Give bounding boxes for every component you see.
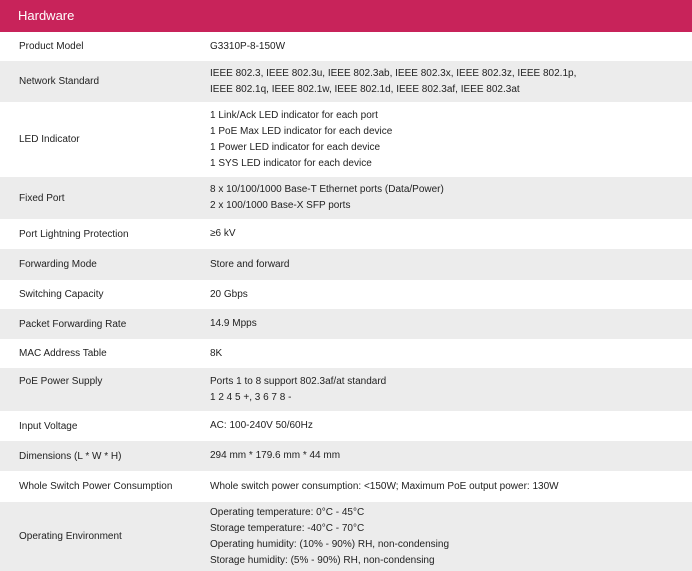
spec-row-poe-power-supply: [0, 368, 692, 411]
spec-value: [210, 257, 692, 273]
spec-value-line: IEEE 802.3, IEEE 802.3u, IEEE 802.3ab, IEEE 802.3x, IEEE 802.3z, IEEE 802.1p,: [210, 67, 577, 79]
spec-value-line: 1 2 4 5 +, 3 6 7 8 -: [210, 391, 292, 403]
spec-value-line: 294 mm * 179.6 mm * 44 mm: [210, 450, 341, 461]
spec-row-power-consumption: [0, 471, 692, 502]
spec-row-product-model: [0, 32, 692, 61]
spec-value-line: AC: 100-240V 50/60Hz: [210, 420, 313, 431]
spec-row-network-standard: [0, 61, 692, 102]
spec-label: Whole Switch Power Consumption: [19, 481, 173, 492]
spec-value: [210, 182, 692, 214]
spec-label: Dimensions (L * W * H): [19, 450, 122, 462]
spec-row-port-lightning-protection: [0, 219, 692, 249]
spec-value-line: 20 Gbps: [210, 288, 248, 300]
spec-label: Packet Forwarding Rate: [19, 318, 127, 330]
spec-label: Forwarding Mode: [19, 259, 97, 270]
spec-value-line: 1 PoE Max LED indicator for each device: [210, 125, 393, 137]
spec-value: [210, 287, 692, 303]
spec-value-line: 1 SYS LED indicator for each device: [210, 157, 372, 169]
spec-value-line: G3310P-8-150W: [210, 40, 286, 52]
spec-value: [210, 346, 692, 362]
spec-value: [210, 108, 692, 172]
spec-value-line: Operating temperature: 0°C - 45°C: [210, 506, 365, 518]
spec-row-mac-address-table: [0, 339, 692, 368]
spec-label: Port Lightning Protection: [19, 228, 129, 240]
spec-label: Network Standard: [19, 76, 100, 87]
spec-label: MAC Address Table: [19, 348, 107, 359]
spec-value: [210, 448, 692, 464]
spec-value: [210, 418, 692, 434]
spec-label: Product Model: [19, 41, 84, 52]
spec-value-line: ≥6 kV: [210, 228, 236, 239]
spec-value-line: 2 x 100/1000 Base-X SFP ports: [210, 200, 351, 211]
spec-value-line: 1 Power LED indicator for each device: [210, 141, 381, 153]
spec-label: Operating Environment: [19, 531, 122, 542]
spec-value: [210, 39, 692, 55]
spec-row-switching-capacity: [0, 280, 692, 309]
spec-value: [210, 505, 692, 569]
spec-row-forwarding-mode: [0, 249, 692, 280]
spec-value-line: Ports 1 to 8 support 802.3af/at standard: [210, 375, 387, 387]
spec-value-line: IEEE 802.1q, IEEE 802.1w, IEEE 802.1d, IEEE 802.3af, IEEE 802.3at: [210, 83, 520, 95]
spec-value-line: Store and forward: [210, 258, 290, 270]
spec-label: Input Voltage: [19, 420, 78, 432]
spec-value-line: 1 Link/Ack LED indicator for each port: [210, 109, 378, 121]
spec-label: LED Indicator: [19, 134, 80, 145]
spec-value-line: 8K: [210, 347, 223, 359]
spec-value: [210, 479, 692, 495]
spec-value: [210, 374, 692, 406]
spec-row-dimensions: [0, 441, 692, 471]
spec-value: [210, 226, 692, 242]
spec-value-line: 8 x 10/100/1000 Base-T Ethernet ports (Data/Power): [210, 184, 444, 195]
spec-value: [210, 66, 692, 98]
spec-label: Fixed Port: [19, 192, 65, 204]
spec-value-line: Storage humidity: (5% - 90%) RH, non-condensing: [210, 554, 435, 566]
spec-value: [210, 316, 692, 332]
spec-value-line: 14.9 Mpps: [210, 318, 257, 329]
spec-row-led-indicator: [0, 102, 692, 177]
spec-row-fixed-port: [0, 177, 692, 219]
spec-value-line: Storage temperature: -40°C - 70°C: [210, 522, 365, 534]
spec-value-line: Operating humidity: (10% - 90%) RH, non-condensing: [210, 538, 450, 550]
spec-row-operating-environment: [0, 502, 692, 571]
section-header: Hardware: [0, 0, 692, 32]
spec-value-line: Whole switch power consumption: <150W; Maximum PoE output power: 130W: [210, 480, 559, 492]
spec-label: PoE Power Supply: [19, 376, 103, 387]
spec-row-packet-forwarding-rate: [0, 309, 692, 339]
spec-label: Switching Capacity: [19, 289, 104, 300]
spec-row-input-voltage: [0, 411, 692, 441]
